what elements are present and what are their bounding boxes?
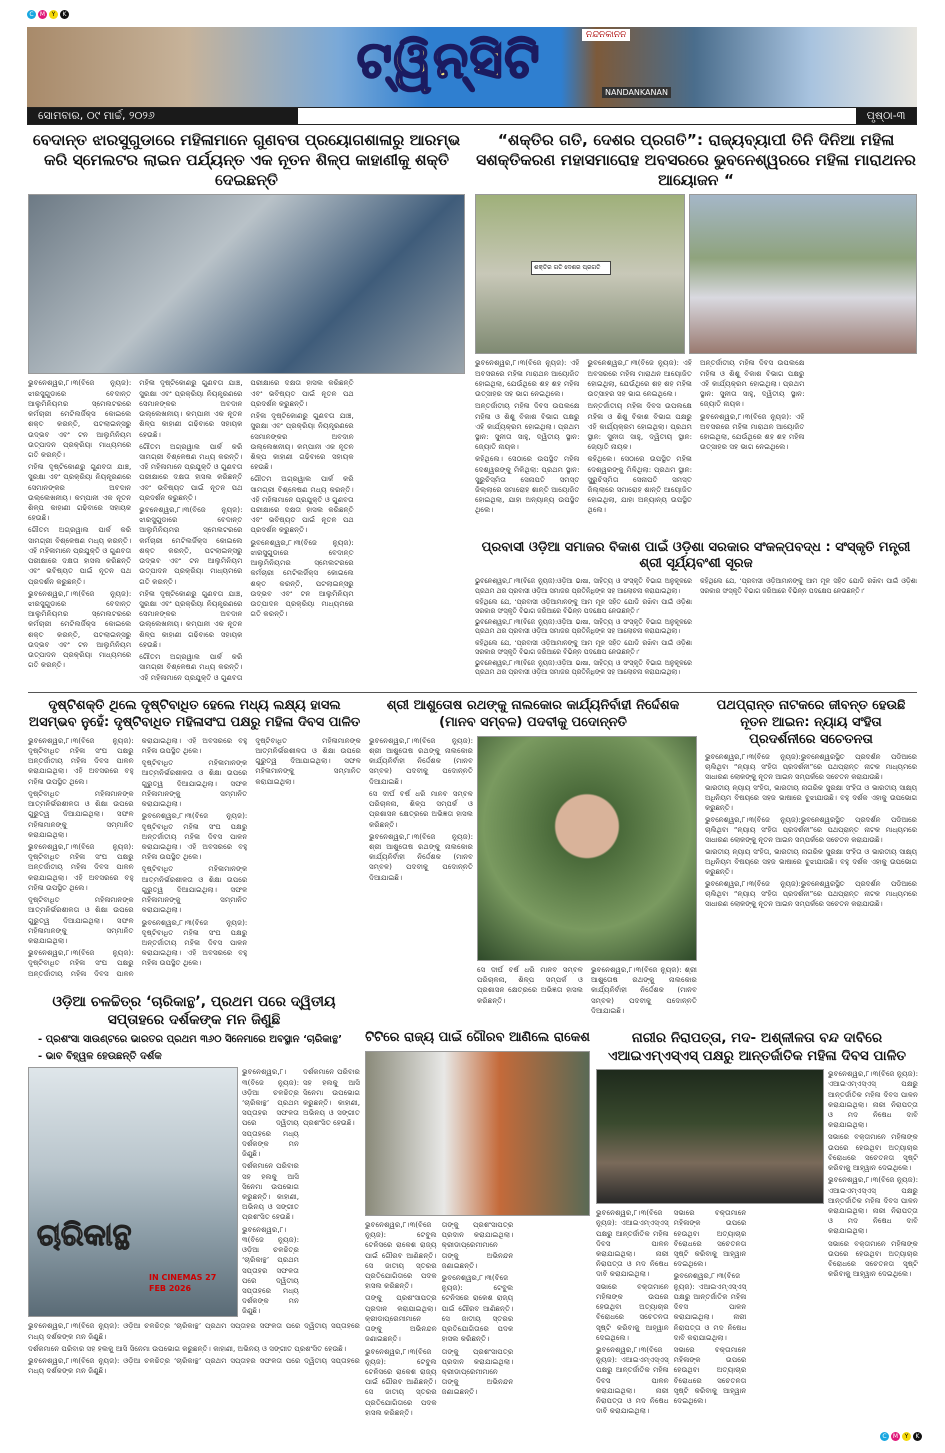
paragraph: ଦର୍ଶକମାନେ ପରିବାର ସହ ହଲକୁ ଆସି ସିନେମା ଉପଭୋଗ କରୁଛନ୍ତି। କାହାଣୀ, ଅଭିନୟ ଓ ସଙ୍ଗୀତ ପ୍ରଶଂସିତ ହେଉଛି।	[28, 1343, 347, 1353]
rakesh-award-photo	[365, 1051, 590, 1216]
paragraph: ମହିଳା ଦୃଷ୍ଟିକୋଣରୁ ଗୁଣବତା ଯାଞ୍ଚ, ସୁରକ୍ଷା ଏବଂ ପ୍ରକ୍ରିୟା ନିୟନ୍ତ୍ରଣରେ ସେମାନଙ୍କର ଅବଦାନ ଉଲ୍ଲେଖନୀୟ। କମ୍ପାନୀ ଏକ ନୂତନ ଶିଳ୍ପ କାହାଣୀ ଗଢିବାରେ ସହାୟକ ହେଉଛି।	[28, 462, 132, 523]
article-marathon-and-pravasi	[475, 130, 917, 688]
paragraph: ଭୁବନେଶ୍ୱର,୮।୩(ବିଜେ ନ୍ୟୁଜ):ଓଡ଼ିଆ ଭାଷା, ସାହିତ୍ୟ ଓ ସଂସ୍କୃତି ବିଭାଗ ଅନୁକୂଳରେ ପ୍ରଥମ ଥର ପ୍ରବାସୀ ଓଡ଼ିଆ ସମାଜର ପ୍ରତିନିଧିଙ୍କ ସହ ଆଲୋଚନା କରାଯାଇଥିଲା।	[475, 659, 692, 677]
paragraph: ତାଙ୍କୁ ପ୍ରଶଂସାପତ୍ର ପ୍ରଦାନ କରାଯାଇଥିଲା। କ୍ରୀଡାପ୍ରେମୀମାନେ ତାଙ୍କୁ ଅଭିନନ୍ଦନ ଜଣାଇଛନ୍ତି।	[365, 1293, 437, 1344]
paragraph: ଦର୍ଶକମାନେ ପରିବାର ସହ ହଲକୁ ଆସି ସିନେମା ଉପଭୋଗ କରୁଛନ୍ତି। କାହାଣୀ, ଅଭିନୟ ଓ ସଙ୍ଗୀତ ପ୍ରଶଂସିତ ହେଉଛି।	[303, 1067, 360, 1128]
paragraph: ଭୁବନେଶ୍ୱର,୮।୩(ବିଜେ ନ୍ୟୁଜ): ଓଡ଼ିଆ ଚଳଚ୍ଚିତ୍ର ‘ଚାରିକାନ୍ଥ’ ପ୍ରଥମ ସପ୍ତାହର ସଫଳତା ପରେ ଦ୍ୱିତୀୟ ସପ୍ତାହରେ ମଧ୍ୟ ଦର୍ଶକଙ୍କ ମନ ଜିଣୁଛି।	[242, 1224, 299, 1316]
paragraph: ଭୁବନେଶ୍ୱର,୮।୩(ବିଜେ ନ୍ୟୁଜ): ଟେବୁଲ ଟେନିସରେ ରାକେଶ ରାଜ୍ୟ ପାଇଁ ଗୌରବ ଆଣିଛନ୍ତି। ସେ ଜାତୀୟ ସ୍ତରର ପ୍ରତିଯୋଗିତାରେ ପଦକ ହାସଲ କରିଛନ୍ତି।	[365, 1219, 437, 1291]
paragraph: ଭୁବନେଶ୍ୱର,୮।୩(ବିଜେ ନ୍ୟୁଜ): ଓଡ଼ିଆ ଚଳଚ୍ଚିତ୍ର ‘ଚାରିକାନ୍ଥ’ ପ୍ରଥମ ସପ୍ତାହର ସଫଳତା ପରେ ଦ୍ୱିତୀୟ ସପ୍ତାହରେ ମଧ୍ୟ ଦର୍ଶକଙ୍କ ମନ ଜିଣୁଛି।	[242, 1067, 299, 1159]
paragraph: କହିଥିଲେ ଯେ, ‘ପ୍ରବାସୀ ଓଡ଼ିଆମାନଙ୍କୁ ଆମ ମୂଳ ସହିତ ଯୋଡି ରଖିବା ପାଇଁ ଓଡ଼ିଶା ସରକାର ସଂସ୍କୃତି ବିଭାଗ ଜରିଆରେ ବିଭିନ୍ନ ପଦକ୍ଷେପ ନେଉଛନ୍ତି।’	[475, 597, 692, 615]
paragraph: ଗୌତମ ଅଗ୍ରୱାଲ ପାର୍କ କରି ସାମଗ୍ରୀ ବିଶ୍ଳେଷଣ ମଧ୍ୟ କରନ୍ତି। ଏହି ମହିଳାମାନେ ପ୍ରଯୁକ୍ତି ଓ ଗୁଣବତା ପରୀକ୍ଷାରେ ଦକ୍ଷତା ହାସଲ କରିଛନ୍ତି ଏବଂ ଭବିଷ୍ୟତ ପାଇଁ ନୂତନ ପଥ ପ୍ରଦର୍ଶନ କରୁଛନ୍ତି।	[250, 474, 354, 535]
paragraph: ଭାରତୀୟ ନ୍ୟାୟ ସଂହିତା, ଭାରତୀୟ ନାଗରିକ ସୁରକ୍ଷା ସଂହିତା ଓ ଭାରତୀୟ ସାକ୍ଷ୍ୟ ଅଧିନିୟମ ବିଷୟରେ ସହଜ ଭାଷାରେ ବୁଝାଯାଉଛି। ବହୁ ଦର୍ଶକ ଏହାକୁ ଉପଭୋଗ କରୁଛନ୍ତି।	[705, 848, 917, 876]
article-nalco	[369, 698, 697, 1023]
paragraph: ଅନ୍ତର୍ଜାତୀୟ ମହିଳା ଦିବସ ଉପଲକ୍ଷେ ମହିଳା ଓ ଶିଶୁ ବିକାଶ ବିଭାଗ ପକ୍ଷରୁ ଏହି କାର୍ଯ୍ୟକ୍ରମ ହୋଇଥିଲା। ପ୍ରଥମ ସ୍ଥାନ: ସୁନୀତା ସାହୁ, ଦ୍ୱିତୀୟ ସ୍ଥାନ: ଜ୍ୟୋତି ନାୟକ।	[587, 401, 692, 452]
paragraph: ଭୁବନେଶ୍ୱର,୮।୩(ବିଜେ ନ୍ୟୁଜ): ଟେବୁଲ ଟେନିସରେ ରାକେଶ ରାଜ୍ୟ ପାଇଁ ଗୌରବ ଆଣିଛନ୍ତି। ସେ ଜାତୀୟ ସ୍ତରର ପ୍ରତିଯୋଗିତାରେ ପଦକ ହାସଲ କରିଛନ୍ତି।	[441, 1272, 514, 1344]
article-aimsss-body-side	[828, 1069, 918, 1425]
paragraph: ଗୌତମ ଅଗ୍ରୱାଲ ପାର୍କ କରି ସାମଗ୍ରୀ ବିଶ୍ଳେଷଣ ମଧ୍ୟ କରନ୍ତି। ଏହି ମହିଳାମାନେ ପ୍ରଯୁକ୍ତି ଓ ଗୁଣବତା ପରୀକ୍ଷାରେ ଦକ୍ଷତା ହାସଲ କରିଛନ୍ତି ଏବଂ ଭବିଷ୍ୟତ ପାଇଁ ନୂତନ ପଥ ପ୍ରଦର୍ଶନ କରୁଛନ୍ତି।	[139, 378, 354, 682]
paragraph: ସଭାରେ ବକ୍ତାମାନେ ମହିଳାଙ୍କ ଉପରେ ହେଉଥିବା ଅତ୍ୟାଚାର ବିରୋଧରେ ସଚେତନତା ସୃଷ୍ଟି କରିବାକୁ ଆହ୍ୱାନ ଦେଇଥିଲେ।	[828, 1132, 918, 1173]
page-number: ପୃଷ୍ଠା-୩	[856, 108, 916, 124]
paragraph: ଭୁବନେଶ୍ୱର,୮।୩(ବିଜେ ନ୍ୟୁଜ): ଦୃଷ୍ଟିବାଧିତ ମହିଳା ସଂଘ ପକ୍ଷରୁ ଅନ୍ତର୍ଜାତୀୟ ମହିଳା ଦିବସ ପାଳନ କରାଯାଇଥିଲା। ଏହି ଅବସରରେ ବହୁ ମହିଳା ଉପସ୍ଥିତ ଥିଲେ।	[28, 735, 134, 786]
date-bar	[27, 107, 917, 125]
paragraph: ଭୁବନେଶ୍ୱର,୮।୩(ବିଜେ ନ୍ୟୁଜ):ଓଡ଼ିଆ ଭାଷା, ସାହିତ୍ୟ ଓ ସଂସ୍କୃତି ବିଭାଗ ଅନୁକୂଳରେ ପ୍ରଥମ ଥର ପ୍ରବାସୀ ଓଡ଼ିଆ ସମାଜର ପ୍ରତିନିଧିଙ୍କ ସହ ଆଲୋଚନା କରାଯାଇଥିଲା।	[475, 618, 692, 636]
paragraph: କହିଥିଲେ। ସେଠାରେ ଉପସ୍ଥିତ ମହିଳା ଦେଶ୍ୱରଙ୍କୁ ମିଳିଥିଲା: ପ୍ରଥମ ସ୍ଥାନ: ସୁରୁଚିସ୍ମିତା ସେନାପତି ସମସ୍ତ ଜିଲ୍ଲାରେ ସମାରୋହ ଶାନ୍ତି ଆୟୋଜିତ ହୋଇଥିଲା, ଯାହା ଅନ୍ୟାନ୍ୟ ଉପସ୍ଥିତ ଥିଲେ।	[475, 454, 580, 515]
yellow-dot-icon: Y	[49, 10, 58, 19]
paragraph: ଭୁବନେଶ୍ୱର,୮।୩(ବିଜେ ନ୍ୟୁଜ): ଝାରସୁଗୁଡାରେ ବେଦାନ୍ତ ଆଲୁମିନିୟମର ସ୍ମେଲଟରରେ କର୍ମଚାରୀ ମେଟିଲର୍ଜିକ୍ସ କୋଇଲେ ଶକ୍ତ କରନ୍ତି, ପଟଲାଇନ୍ସରୁ ଉଦ୍ଭବ ଏବଂ ଟନ ଆଲୁମିନିୟମ ଉତ୍ପାଦନ ପ୍ରକ୍ରିୟା ମାଧ୍ୟମରେ ଗତି କରନ୍ତି।	[139, 505, 243, 586]
charikanth-subhead-2: - ଭାବ ବିହ୍ୱଳ ହେଉଛନ୍ତି ଦର୍ଶକ	[38, 1051, 162, 1063]
article-tt-rakesh-headline: ଟିଟିରେ ରାଜ୍ୟ ପାଇଁ ଗୌରବ ଆଣିଲେ ରାକେଶ	[365, 1030, 590, 1045]
wheelchair-marathon-photo	[475, 194, 685, 354]
cmyk-marks-top	[27, 10, 69, 19]
article-nalco-body-cont	[477, 965, 697, 1023]
paragraph: ଭୁବନେଶ୍ୱର,୮।୩(ବିଜେ ନ୍ୟୁଜ): ଟେବୁଲ ଟେନିସରେ ରାକେଶ ରାଜ୍ୟ ପାଇଁ ଗୌରବ ଆଣିଛନ୍ତି। ସେ ଜାତୀୟ ସ୍ତରର ପ୍ରତିଯୋଗିତାରେ ପଦକ ହାସଲ କରିଛନ୍ତି।	[365, 1346, 437, 1417]
nandankanan-sign-english: NANDANKANAN	[602, 87, 671, 98]
article-aimsss-headline: ନାରୀର ନିରାପତ୍ତା, ମଦ- ଅଶ୍ଳୀଳତା ବନ୍ଦ ଦାବିରେ ଏଆଇଏମ୍‌ଏସ୍‌ଏସ୍ ପକ୍ଷରୁ ଆନ୍ତର୍ଜାତିକ ମହିଳା ଦିବସ ପାଳିତ	[608, 1030, 906, 1064]
magenta-dot-icon: M	[892, 1433, 899, 1440]
paragraph: ଭୁବନେଶ୍ୱର,୮।୩(ବିଜେ ନ୍ୟୁଜ): ଏଆଇଏମ୍‌ଏସ୍‌ଏସ୍ ପକ୍ଷରୁ ଆନ୍ତର୍ଜାତିକ ମହିଳା ଦିବସ ପାଳନ କରାଯାଇଥିଲା। ନାରୀ ନିରାପତ୍ତା ଓ ମଦ ନିଷେଧ ଦାବି କରାଯାଇଥିଲା।	[828, 1069, 918, 1130]
paragraph: ଭାରତୀୟ ନ୍ୟାୟ ସଂହିତା, ଭାରତୀୟ ନାଗରିକ ସୁରକ୍ଷା ସଂହିତା ଓ ଭାରତୀୟ ସାକ୍ଷ୍ୟ ଅଧିନିୟମ ବିଷୟରେ ସହଜ ଭାଷାରେ ବୁଝାଯାଉଛି। ବହୁ ଦର୍ଶକ ଏହାକୁ ଉପଭୋଗ କରୁଛନ୍ତି।	[705, 784, 917, 813]
paragraph: ସଭାରେ ବକ୍ତାମାନେ ମହିଳାଙ୍କ ଉପରେ ହେଉଥିବା ଅତ୍ୟାଚାର ବିରୋଧରେ ସଚେତନତା ସୃଷ୍ଟି କରିବାକୁ ଆହ୍ୱାନ ଦେଇଥିଲେ।	[828, 1238, 918, 1279]
article-nyay-sanhita-headline: ପଥପ୍ରାନ୍ତ ନାଟକରେ ଜୀବନ୍ତ ହେଉଛି ନୂତନ ଆଇନ: ନ୍ୟାୟ ସଂହିତା ପ୍ରଦର୍ଶନୀରେ ସଚେତନତା	[716, 698, 906, 747]
paragraph: ଦୃଷ୍ଟିବାଧିତ ମହିଳାମାନଙ୍କ ଆତ୍ମନିର୍ଭରଶୀଳତା ଓ ଶିକ୍ଷା ଉପରେ ଗୁରୁତ୍ୱ ଦିଆଯାଇଥିଲା। ସଫଳ ମହିଳାମାନଙ୍କୁ ସମ୍ମାନିତ କରାଯାଇଥିଲା।	[141, 864, 248, 915]
article-charikanth-body-cont	[28, 1321, 360, 1425]
paragraph: ଗୌତମ ଅଗ୍ରୱାଲ ପାର୍କ କରି ସାମଗ୍ରୀ ବିଶ୍ଳେଷଣ ମଧ୍ୟ କରନ୍ତି। ଏହି ମହିଳାମାନେ ପ୍ରଯୁକ୍ତି ଓ ଗୁଣବତା ପରୀକ୍ଷାରେ ଦକ୍ଷତା ହାସଲ କରିଛନ୍ତି ଏବଂ ଭବିଷ୍ୟତ ପାଇଁ ନୂତନ ପଥ ପ୍ରଦର୍ଶନ କରୁଛନ୍ତି।	[139, 441, 243, 502]
paragraph: ଗୌତମ ଅଗ୍ରୱାଲ ପାର୍କ କରି ସାମଗ୍ରୀ ବିଶ୍ଳେଷଣ ମଧ୍ୟ କରନ୍ତି। ଏହି ମହିଳାମାନେ ପ୍ରଯୁକ୍ତି ଓ ଗୁଣବତା ପରୀକ୍ଷାରେ ଦକ୍ଷତା ହାସଲ କରିଛନ୍ତି ଏବଂ ଭବିଷ୍ୟତ ପାଇଁ ନୂତନ ପଥ ପ୍ରଦର୍ଶନ କରୁଛନ୍ତି।	[28, 525, 132, 586]
paragraph: ଭୁବନେଶ୍ୱର,୮।୩(ବିଜେ ନ୍ୟୁଜ):ଭୁବନେଶ୍ୱରସ୍ଥିତ ପ୍ରଦର୍ଶନ ପଡିଆରେ ଚାଲିଥିବା “ନ୍ୟାୟ ସଂହିତା ପ୍ରଦର୍ଶନୀ”ରେ ପଥପ୍ରାନ୍ତ ନାଟକ ମାଧ୍ୟମରେ ସାଧାରଣ ଲୋକଙ୍କୁ ନୂତନ ଆଇନ ସମ୍ପର୍କରେ ସଚେତନ କରାଯାଉଛି।	[705, 752, 917, 781]
paragraph: ଭୁବନେଶ୍ୱର,୮।୩(ବିଜେ ନ୍ୟୁଜ): ଦୃଷ୍ଟିବାଧିତ ମହିଳା ସଂଘ ପକ୍ଷରୁ ଅନ୍ତର୍ଜାତୀୟ ମହିଳା ଦିବସ ପାଳନ କରାଯାଇଥିଲା। ଏହି ଅବସରରେ ବହୁ ମହିଳା ଉପସ୍ଥିତ ଥିଲେ।	[28, 735, 248, 978]
article-charikanth-body	[242, 1067, 360, 1317]
paragraph: ଅନ୍ତର୍ଜାତୀୟ ମହିଳା ଦିବସ ଉପଲକ୍ଷେ ମହିଳା ଓ ଶିଶୁ ବିକାଶ ବିଭାଗ ପକ୍ଷରୁ ଏହି କାର୍ଯ୍ୟକ୍ରମ ହୋଇଥିଲା। ପ୍ରଥମ ସ୍ଥାନ: ସୁନୀତା ସାହୁ, ଦ୍ୱିତୀୟ ସ୍ଥାନ: ଜ୍ୟୋତି ନାୟକ।	[475, 401, 580, 452]
article-pravasi-body	[475, 577, 917, 688]
paragraph: କହିଥିଲେ ଯେ, ‘ପ୍ରବାସୀ ଓଡ଼ିଆମାନଙ୍କୁ ଆମ ମୂଳ ସହିତ ଯୋଡି ରଖିବା ପାଇଁ ଓଡ଼ିଶା ସରକାର ସଂସ୍କୃତି ବିଭାଗ ଜରିଆରେ ବିଭିନ୍ନ ପଦକ୍ଷେପ ନେଉଛନ୍ତି।’	[700, 577, 917, 595]
charikanth-poster	[28, 1067, 238, 1317]
ashutosh-rath-portrait	[477, 736, 697, 961]
paragraph: ମହିଳା ଦୃଷ୍ଟିକୋଣରୁ ଗୁଣବତା ଯାଞ୍ଚ, ସୁରକ୍ଷା ଏବଂ ପ୍ରକ୍ରିୟା ନିୟନ୍ତ୍ରଣରେ ସେମାନଙ୍କର ଅବଦାନ ଉଲ୍ଲେଖନୀୟ। କମ୍ପାନୀ ଏକ ନୂତନ ଶିଳ୍ପ କାହାଣୀ ଗଢିବାରେ ସହାୟକ ହେଉଛି।	[139, 588, 243, 649]
vedanta-lab-photo	[28, 194, 465, 374]
article-nyay-sanhita	[705, 698, 917, 1023]
paragraph: ଭୁବନେଶ୍ୱର,୮।୩(ବିଜେ ନ୍ୟୁଜ): ଝାରସୁଗୁଡାରେ ବେଦାନ୍ତ ଆଲୁମିନିୟମର ସ୍ମେଲଟରରେ କର୍ମଚାରୀ ମେଟିଲର୍ଜିକ୍ସ କୋଇଲେ ଶକ୍ତ କରନ୍ତି, ପଟଲାଇନ୍ସରୁ ଉଦ୍ଭବ ଏବଂ ଟନ ଆଲୁମିନିୟମ ଉତ୍ପାଦନ ପ୍ରକ୍ରିୟା ମାଧ୍ୟମରେ ଗତି କରନ୍ତି।	[28, 588, 132, 670]
nalco-row	[369, 736, 697, 961]
aimsss-main-column	[596, 1069, 824, 1425]
paragraph: ଦୃଷ୍ଟିବାଧିତ ମହିଳାମାନଙ୍କ ଆତ୍ମନିର୍ଭରଶୀଳତା ଓ ଶିକ୍ଷା ଉପରେ ଗୁରୁତ୍ୱ ଦିଆଯାଇଥିଲା। ସଫଳ ମହିଳାମାନଙ୍କୁ ସମ୍ମାନିତ କରାଯାଇଥିଲା।	[255, 735, 361, 786]
magenta-dot-icon: M	[39, 11, 46, 18]
aimsss-event-photo	[596, 1069, 824, 1204]
yellow-dot-icon: Y	[902, 1432, 911, 1441]
paragraph: ଭୁବନେଶ୍ୱର,୮।୩(ବିଜେ ନ୍ୟୁଜ): ଶ୍ରୀ ଆଶୁତୋଷ ରଥଙ୍କୁ ନାଲକୋର କାର୍ଯ୍ୟନିର୍ବାହୀ ନିର୍ଦ୍ଦେଶକ (ମାନବ ସମ୍ବଳ) ପଦବୀକୁ ପଦୋନ୍ନତି ଦିଆଯାଇଛି।	[369, 735, 473, 786]
paragraph: ଭୁବନେଶ୍ୱର,୮।୩(ବିଜେ ନ୍ୟୁଜ):ଓଡ଼ିଆ ଭାଷା, ସାହିତ୍ୟ ଓ ସଂସ୍କୃତି ବିଭାଗ ଅନୁକୂଳରେ ପ୍ରଥମ ଥର ପ୍ରବାସୀ ଓଡ଼ିଆ ସମାଜର ପ୍ରତିନିଧିଙ୍କ ସହ ଆଲୋଚନା କରାଯାଇଥିଲା।	[475, 577, 692, 595]
paragraph: ଭୁବନେଶ୍ୱର,୮।୩(ବିଜେ ନ୍ୟୁଜ): ଏଆଇଏମ୍‌ଏସ୍‌ଏସ୍ ପକ୍ଷରୁ ଆନ୍ତର୍ଜାତିକ ମହିଳା ଦିବସ ପାଳନ କରାଯାଇଥିଲା। ନାରୀ ନିରାପତ୍ତା ଓ ମଦ ନିଷେଧ ଦାବି କରାଯାଇଥିଲା।	[828, 1175, 918, 1236]
paragraph: ମହିଳା ଦୃଷ୍ଟିକୋଣରୁ ଗୁଣବତା ଯାଞ୍ଚ, ସୁରକ୍ଷା ଏବଂ ପ୍ରକ୍ରିୟା ନିୟନ୍ତ୍ରଣରେ ସେମାନଙ୍କର ଅବଦାନ ଉଲ୍ଲେଖନୀୟ। କମ୍ପାନୀ ଏକ ନୂତନ ଶିଳ୍ପ କାହାଣୀ ଗଢିବାରେ ସହାୟକ ହେଉଛି।	[139, 378, 243, 439]
article-pravasi-headline: ପ୍ରବାସୀ ଓଡ଼ିଆ ସମାଜର ବିକାଶ ପାଇଁ ଓଡ଼ିଶା ସରକାର ସଂକଳ୍ପବଦ୍ଧ : ସଂସ୍କୃତି ମନ୍ତ୍ରୀ ଶ୍ରୀ ସୂର୍ଯ୍ୟବଂଶୀ ସୂରଜ	[481, 539, 911, 572]
article-blind-women-headline: ଦୃଷ୍ଟିଶକ୍ତି ଥିଲେ ଦୃଷ୍ଟିବାଧିତ ହେଲେ ମଧ୍ୟ ଲକ୍ଷ୍ୟ ହାସଲ ଅସମ୍ଭବ ନୁହେଁ: ଦୃଷ୍ଟିବାଧିତ ମହିଳାସଂଘ ପକ୍ଷରୁ ମହିଳା ଦିବସ ପାଳିତ	[28, 698, 361, 730]
paragraph: ସଭାରେ ବକ୍ତାମାନେ ମହିଳାଙ୍କ ଉପରେ ହେଉଥିବା ଅତ୍ୟାଚାର ବିରୋଧରେ ସଚେତନତା ସୃଷ୍ଟି କରିବାକୁ ଆହ୍ୱାନ ଦେଇଥିଲେ।	[673, 1344, 747, 1406]
paragraph: ଭୁବନେଶ୍ୱର,୮।୩(ବିଜେ ନ୍ୟୁଜ): ଦୃଷ୍ଟିବାଧିତ ମହିଳା ସଂଘ ପକ୍ଷରୁ ଅନ୍ତର୍ଜାତୀୟ ମହିଳା ଦିବସ ପାଳନ କରାଯାଇଥିଲା। ଏହି ଅବସରରେ ବହୁ ମହିଳା ଉପସ୍ଥିତ ଥିଲେ।	[141, 811, 248, 862]
paragraph: ଅନ୍ତର୍ଜାତୀୟ ମହିଳା ଦିବସ ଉପଲକ୍ଷେ ମହିଳା ଓ ଶିଶୁ ବିକାଶ ବିଭାଗ ପକ୍ଷରୁ ଏହି କାର୍ଯ୍ୟକ୍ରମ ହୋଇଥିଲା। ପ୍ରଥମ ସ୍ଥାନ: ସୁନୀତା ସାହୁ, ଦ୍ୱିତୀୟ ସ୍ଥାନ: ଜ୍ୟୋତି ନାୟକ।	[700, 358, 805, 409]
article-tt-rakesh-body	[365, 1220, 590, 1425]
placard: ଶକ୍ତିର ଗତି ଦେଶର ପ୍ରଗତି	[531, 261, 611, 275]
poster-title: ଚାରିକାନ୍ଥ	[37, 1218, 132, 1254]
masthead-title: ଟ୍ୱିନ୍‌ସିଟି	[357, 31, 542, 89]
article-nyay-sanhita-body	[705, 753, 917, 1023]
paragraph: ଭୁବନେଶ୍ୱର,୮।୩(ବିଜେ ନ୍ୟୁଜ):ଭୁବନେଶ୍ୱରସ୍ଥିତ ପ୍ରଦର୍ଶନ ପଡିଆରେ ଚାଲିଥିବା “ନ୍ୟାୟ ସଂହିତା ପ୍ରଦର୍ଶନୀ”ରେ ପଥପ୍ରାନ୍ତ ନାଟକ ମାଧ୍ୟମରେ ସାଧାରଣ ଲୋକଙ୍କୁ ନୂତନ ଆଇନ ସମ୍ପର୍କରେ ସଚେତନ କରାଯାଉଛି।	[705, 879, 917, 908]
aimsss-row	[596, 1069, 918, 1425]
article-vedanta-headline: ବେଦାନ୍ତ ଝାରସୁଗୁଡାରେ ମହିଳାମାନେ ଗୁଣବତା ପ୍ରୟୋଗଶାଳାରୁ ଆରମ୍ଭ କରି ସ୍ମେଲଟର ଲାଇନ ପର୍ଯ୍ୟନ୍ତ ଏକ ନୂତନ ଶିଳ୍ପ କାହାଣୀକୁ ଶକ୍ତି ଦେଇଛନ୍ତି	[32, 131, 461, 190]
paragraph: ଭୁବନେଶ୍ୱର,୮।୩(ବିଜେ ନ୍ୟୁଜ): ଝାରସୁଗୁଡାରେ ବେଦାନ୍ତ ଆଲୁମିନିୟମର ସ୍ମେଲଟରରେ କର୍ମଚାରୀ ମେଟିଲର୍ଜିକ୍ସ କୋଇଲେ ଶକ୍ତ କରନ୍ତି, ପଟଲାଇନ୍ସରୁ ଉଦ୍ଭବ ଏବଂ ଟନ ଆଲୁମିନିୟମ ଉତ୍ପାଦନ ପ୍ରକ୍ରିୟା ମାଧ୍ୟମରେ ଗତି କରନ୍ତି।	[250, 537, 354, 619]
black-dot-icon: K	[913, 1432, 922, 1441]
charikanth-row	[28, 1067, 360, 1317]
article-nalco-headline: ଶ୍ରୀ ଆଶୁତୋଷ ରଥଙ୍କୁ ନାଲକୋର କାର୍ଯ୍ୟନିର୍ବାହୀ ନିର୍ଦ୍ଦେଶକ (ମାନବ ସମ୍ବଳ) ପଦବୀକୁ ପଦୋନ୍ନତି	[386, 698, 680, 730]
article-vedanta-body	[28, 378, 465, 688]
paragraph: ଭୁବନେଶ୍ୱର,୮।୩(ବିଜେ ନ୍ୟୁଜ): ଏଆଇଏମ୍‌ଏସ୍‌ଏସ୍ ପକ୍ଷରୁ ଆନ୍ତର୍ଜାତିକ ମହିଳା ଦିବସ ପାଳନ କରାଯାଇଥିଲା। ନାରୀ ନିରାପତ୍ତା ଓ ମଦ ନିଷେଧ ଦାବି କରାଯାଇଥିଲା।	[673, 1271, 747, 1342]
article-marathon-headline: “ଶକ୍ତିର ଗତି, ଦେଶର ପ୍ରଗତି”: ରାଜ୍ୟବ୍ୟାପୀ ତିନି ଦିନିଆ ମହିଳା ସଶକ୍ତିକରଣ ମହାସମାରୋହ ଅବସରରେ ଭୁବନେଶ୍ୱରରେ ମହିଳା ମାରାଥନର ଆୟୋଜନ “	[476, 131, 916, 190]
cyan-dot-icon: C	[27, 10, 36, 19]
poster-release: IN CINEMAS 27 FEB 2026	[149, 1273, 217, 1293]
paragraph: ଦୃଷ୍ଟିବାଧିତ ମହିଳାମାନଙ୍କ ଆତ୍ମନିର୍ଭରଶୀଳତା ଓ ଶିକ୍ଷା ଉପରେ ଗୁରୁତ୍ୱ ଦିଆଯାଇଥିଲା। ସଫଳ ମହିଳାମାନଙ୍କୁ ସମ୍ମାନିତ କରାଯାଇଥିଲା।	[28, 895, 134, 945]
cyan-dot-icon: C	[880, 1432, 889, 1441]
paragraph: ଭୁବନେଶ୍ୱର,୮।୩(ବିଜେ ନ୍ୟୁଜ): ଶ୍ରୀ ଆଶୁତୋଷ ରଥଙ୍କୁ ନାଲକୋର କାର୍ଯ୍ୟନିର୍ବାହୀ ନିର୍ଦ୍ଦେଶକ (ମାନବ ସମ୍ବଳ) ପଦବୀକୁ ପଦୋନ୍ନତି ଦିଆଯାଇଛି।	[591, 965, 697, 1015]
paragraph: ଭୁବନେଶ୍ୱର,୮।୩(ବିଜେ ନ୍ୟୁଜ): ଶ୍ରୀ ଆଶୁତୋଷ ରଥଙ୍କୁ ନାଲକୋର କାର୍ଯ୍ୟନିର୍ବାହୀ ନିର୍ଦ୍ଦେଶକ (ମାନବ ସମ୍ବଳ) ପଦବୀକୁ ପଦୋନ୍ନତି ଦିଆଯାଇଛି।	[369, 831, 473, 882]
article-nalco-body	[369, 736, 473, 961]
paragraph: ମହିଳା ଦୃଷ୍ଟିକୋଣରୁ ଗୁଣବତା ଯାଞ୍ଚ, ସୁରକ୍ଷା ଏବଂ ପ୍ରକ୍ରିୟା ନିୟନ୍ତ୍ରଣରେ ସେମାନଙ୍କର ଅବଦାନ ଉଲ୍ଲେଖନୀୟ। କମ୍ପାନୀ ଏକ ନୂତନ ଶିଳ୍ପ କାହାଣୀ ଗଢିବାରେ ସହାୟକ ହେଉଛି।	[250, 411, 354, 472]
paragraph: ତାଙ୍କୁ ପ୍ରଶଂସାପତ୍ର ପ୍ରଦାନ କରାଯାଇଥିଲା। କ୍ରୀଡାପ୍ରେମୀମାନେ ତାଙ୍କୁ ଅଭିନନ୍ଦନ ଜଣାଇଛନ୍ତି।	[441, 1219, 514, 1270]
paragraph: ଭୁବନେଶ୍ୱର,୮।୩(ବିଜେ ନ୍ୟୁଜ):ଭୁବନେଶ୍ୱରସ୍ଥିତ ପ୍ରଦର୍ଶନ ପଡିଆରେ ଚାଲିଥିବା “ନ୍ୟାୟ ସଂହିତା ପ୍ରଦର୍ଶନୀ”ରେ ପଥପ୍ରାନ୍ତ ନାଟକ ମାଧ୍ୟମରେ ସାଧାରଣ ଲୋକଙ୍କୁ ନୂତନ ଆଇନ ସମ୍ପର୍କରେ ସଚେତନ କରାଯାଉଛି।	[705, 816, 917, 845]
paragraph: ଭୁବନେଶ୍ୱର,୮।୩(ବିଜେ ନ୍ୟୁଜ): ଏହି ଅବସରରେ ମହିଳା ମାରାଥନ ଆୟୋଜିତ ହୋଇଥିଲା, ଯେଉଁଥିରେ ଶହ ଶହ ମହିଳା ଉତ୍ସାହର ସହ ଭାଗ ନେଇଥିଲେ।	[475, 358, 580, 399]
masthead-banner	[27, 27, 917, 107]
paragraph: ସଭାରେ ବକ୍ତାମାନେ ମହିଳାଙ୍କ ଉପରେ ହେଉଥିବା ଅତ୍ୟାଚାର ବିରୋଧରେ ସଚେତନତା ସୃଷ୍ଟି କରିବାକୁ ଆହ୍ୱାନ ଦେଇଥିଲେ।	[673, 1208, 747, 1269]
article-charikanth	[28, 993, 360, 1425]
paragraph: ସେ ଦୀର୍ଘ ବର୍ଷ ଧରି ମାନବ ସମ୍ବଳ ପରିଚାଳନା, ଶିଳ୍ପ ସମ୍ପର୍କ ଓ ପ୍ରଶାସନ କ୍ଷେତ୍ରରେ ଅଭିଜ୍ଞତା ହାସଲ କରିଛନ୍ତି।	[369, 788, 473, 829]
marathon-photos	[475, 194, 917, 354]
issue-date: ସୋମବାର, ୦୯ ମାର୍ଚ୍ଚ, ୨୦୨୬	[28, 108, 298, 124]
cmyk-marks-bottom	[880, 1432, 922, 1441]
paragraph: କହିଥିଲେ। ସେଠାରେ ଉପସ୍ଥିତ ମହିଳା ଦେଶ୍ୱରଙ୍କୁ ମିଳିଥିଲା: ପ୍ରଥମ ସ୍ଥାନ: ସୁରୁଚିସ୍ମିତା ସେନାପତି ସମସ୍ତ ଜିଲ୍ଲାରେ ସମାରୋହ ଶାନ୍ତି ଆୟୋଜିତ ହୋଇଥିଲା, ଯାହା ଅନ୍ୟାନ୍ୟ ଉପସ୍ଥିତ ଥିଲେ।	[587, 454, 692, 515]
paragraph: ଭୁବନେଶ୍ୱର,୮।୩(ବିଜେ ନ୍ୟୁଜ): ଦୃଷ୍ଟିବାଧିତ ମହିଳା ସଂଘ ପକ୍ଷରୁ ଅନ୍ତର୍ଜାତୀୟ ମହିଳା ଦିବସ ପାଳନ କରାଯାଇଥିଲା। ଏହି ଅବସରରେ ବହୁ ମହିଳା ଉପସ୍ଥିତ ଥିଲେ।	[141, 917, 248, 968]
paragraph: ଦର୍ଶକମାନେ ପରିବାର ସହ ହଲକୁ ଆସି ସିନେମା ଉପଭୋଗ କରୁଛନ୍ତି। କାହାଣୀ, ଅଭିନୟ ଓ ସଙ୍ଗୀତ ପ୍ରଶଂସିତ ହେଉଛି।	[242, 1161, 299, 1222]
paragraph: ଭୁବନେଶ୍ୱର,୮।୩(ବିଜେ ନ୍ୟୁଜ): ଏହି ଅବସରରେ ମହିଳା ମାରାଥନ ଆୟୋଜିତ ହୋଇଥିଲା, ଯେଉଁଥିରେ ଶହ ଶହ ମହିଳା ଉତ୍ସାହର ସହ ଭାଗ ନେଇଥିଲେ।	[700, 411, 805, 452]
paragraph: ଭୁବନେଶ୍ୱର,୮।୩(ବିଜେ ନ୍ୟୁଜ): ଏହି ଅବସରରେ ମହିଳା ମାରାଥନ ଆୟୋଜିତ ହୋଇଥିଲା, ଯେଉଁଥିରେ ଶହ ଶହ ମହିଳା ଉତ୍ସାହର ସହ ଭାଗ ନେଇଥିଲେ।	[587, 358, 692, 399]
paragraph: ଦୃଷ୍ଟିବାଧିତ ମହିଳାମାନଙ୍କ ଆତ୍ମନିର୍ଭରଶୀଳତା ଓ ଶିକ୍ଷା ଉପରେ ଗୁରୁତ୍ୱ ଦିଆଯାଇଥିଲା। ସଫଳ ମହିଳାମାନଙ୍କୁ ସମ୍ମାନିତ କରାଯାଇଥିଲା।	[141, 758, 248, 809]
marathon-crowd-photo	[689, 194, 917, 354]
paragraph: ଭୁବନେଶ୍ୱର,୮।୩(ବିଜେ ନ୍ୟୁଜ): ଦୃଷ୍ଟିବାଧିତ ମହିଳା ସଂଘ ପକ୍ଷରୁ ଅନ୍ତର୍ଜାତୀୟ ମହିଳା ଦିବସ ପାଳନ କରାଯାଇଥିଲା। ଏହି ଅବସରରେ ବହୁ ମହିଳା ଉପସ୍ଥିତ ଥିଲେ।	[28, 841, 134, 892]
article-aimsss	[596, 1030, 918, 1425]
paragraph: ଭୁବନେଶ୍ୱର,୮।୩(ବିଜେ ନ୍ୟୁଜ): ଏଆଇଏମ୍‌ଏସ୍‌ଏସ୍ ପକ୍ଷରୁ ଆନ୍ତର୍ଜାତିକ ମହିଳା ଦିବସ ପାଳନ କରାଯାଇଥିଲା। ନାରୀ ନିରାପତ୍ତା ଓ ମଦ ନିଷେଧ ଦାବି କରାଯାଇଥିଲା।	[596, 1344, 669, 1416]
article-tt-rakesh	[365, 1030, 590, 1425]
article-aimsss-body	[596, 1208, 824, 1425]
paragraph: ଭୁବନେଶ୍ୱର,୮।୩(ବିଜେ ନ୍ୟୁଜ): ଝାରସୁଗୁଡାରେ ବେଦାନ୍ତ ଆଲୁମିନିୟମର ସ୍ମେଲଟରରେ କର୍ମଚାରୀ ମେଟିଲର୍ଜିକ୍ସ କୋଇଲେ ଶକ୍ତ କରନ୍ତି, ପଟଲାଇନ୍ସରୁ ଉଦ୍ଭବ ଏବଂ ଟନ ଆଲୁମିନିୟମ ଉତ୍ପାଦନ ପ୍ରକ୍ରିୟା ମାଧ୍ୟମରେ ଗତି କରନ୍ତି।	[28, 378, 132, 459]
paragraph: ସଭାରେ ବକ୍ତାମାନେ ମହିଳାଙ୍କ ଉପରେ ହେଉଥିବା ଅତ୍ୟାଚାର ବିରୋଧରେ ସଚେତନତା ସୃଷ୍ଟି କରିବାକୁ ଆହ୍ୱାନ ଦେଇଥିଲେ।	[596, 1281, 669, 1342]
paragraph: ଭୁବନେଶ୍ୱର,୮।୩(ବିଜେ ନ୍ୟୁଜ): ଓଡ଼ିଆ ଚଳଚ୍ଚିତ୍ର ‘ଚାରିକାନ୍ଥ’ ପ୍ରଥମ ସପ୍ତାହର ସଫଳତା ପରେ ଦ୍ୱିତୀୟ ସପ୍ତାହରେ ମଧ୍ୟ ଦର୍ଶକଙ୍କ ମନ ଜିଣୁଛି।	[28, 1321, 360, 1341]
article-blind-women	[28, 698, 361, 988]
paragraph: ଭୁବନେଶ୍ୱର,୮।୩(ବିଜେ ନ୍ୟୁଜ): ଓଡ଼ିଆ ଚଳଚ୍ଚିତ୍ର ‘ଚାରିକାନ୍ଥ’ ପ୍ରଥମ ସପ୍ତାହର ସଫଳତା ପରେ ଦ୍ୱିତୀୟ ସପ୍ତାହରେ ମଧ୍ୟ ଦର୍ଶକଙ୍କ ମନ ଜିଣୁଛି।	[28, 1356, 360, 1376]
paragraph: ଭୁବନେଶ୍ୱର,୮।୩(ବିଜେ ନ୍ୟୁଜ): ଏଆଇଏମ୍‌ଏସ୍‌ଏସ୍ ପକ୍ଷରୁ ଆନ୍ତର୍ଜାତିକ ମହିଳା ଦିବସ ପାଳନ କରାଯାଇଥିଲା। ନାରୀ ନିରାପତ୍ତା ଓ ମଦ ନିଷେଧ ଦାବି କରାଯାଇଥିଲା।	[596, 1208, 669, 1279]
black-dot-icon: K	[60, 10, 69, 19]
divider	[28, 692, 917, 693]
article-blind-women-body	[28, 736, 361, 988]
paragraph: ଦୃଷ୍ଟିବାଧିତ ମହିଳାମାନଙ୍କ ଆତ୍ମନିର୍ଭରଶୀଳତା ଓ ଶିକ୍ଷା ଉପରେ ଗୁରୁତ୍ୱ ଦିଆଯାଇଥିଲା। ସଫଳ ମହିଳାମାନଙ୍କୁ ସମ୍ମାନିତ କରାଯାଇଥିଲା।	[28, 788, 134, 839]
nandankanan-sign: ନନ୍ଦନକାନନ	[582, 29, 630, 41]
article-marathon-body	[475, 358, 917, 535]
paragraph: କହିଥିଲେ ଯେ, ‘ପ୍ରବାସୀ ଓଡ଼ିଆମାନଙ୍କୁ ଆମ ମୂଳ ସହିତ ଯୋଡି ରଖିବା ପାଇଁ ଓଡ଼ିଶା ସରକାର ସଂସ୍କୃତି ବିଭାଗ ଜରିଆରେ ବିଭିନ୍ନ ପଦକ୍ଷେପ ନେଉଛନ୍ତି।’	[475, 638, 692, 656]
paragraph: ତାଙ୍କୁ ପ୍ରଶଂସାପତ୍ର ପ୍ରଦାନ କରାଯାଇଥିଲା। କ୍ରୀଡାପ୍ରେମୀମାନେ ତାଙ୍କୁ ଅଭିନନ୍ଦନ ଜଣାଇଛନ୍ତି।	[441, 1346, 514, 1397]
article-vedanta	[28, 130, 465, 688]
article-charikanth-headline: ଓଡ଼ିଆ ଚଳଚ୍ଚିତ୍ର ‘ଚାରିକାନ୍ଥ’, ପ୍ରଥମ ପରେ ଦ୍ୱିତୀୟ ସପ୍ତାହରେ ଦର୍ଶକଙ୍କ ମନ ଜିଣୁଛି	[52, 994, 336, 1029]
charikanth-subhead-1: - ପ୍ରଶଂସା ସାଉଣ୍ଟରେ ଭାରତର ପ୍ରଥମ ୩୬୦ ସିନେମାରେ ଅବସ୍ଥାନ ‘ଚାରିକାନ୍ଥ’	[38, 1034, 343, 1046]
paragraph: ସେ ଦୀର୍ଘ ବର୍ଷ ଧରି ମାନବ ସମ୍ବଳ ପରିଚାଳନା, ଶିଳ୍ପ ସମ୍ପର୍କ ଓ ପ୍ରଶାସନ କ୍ଷେତ୍ରରେ ଅଭିଜ୍ଞତା ହାସଲ କରିଛନ୍ତି।	[477, 965, 583, 1005]
